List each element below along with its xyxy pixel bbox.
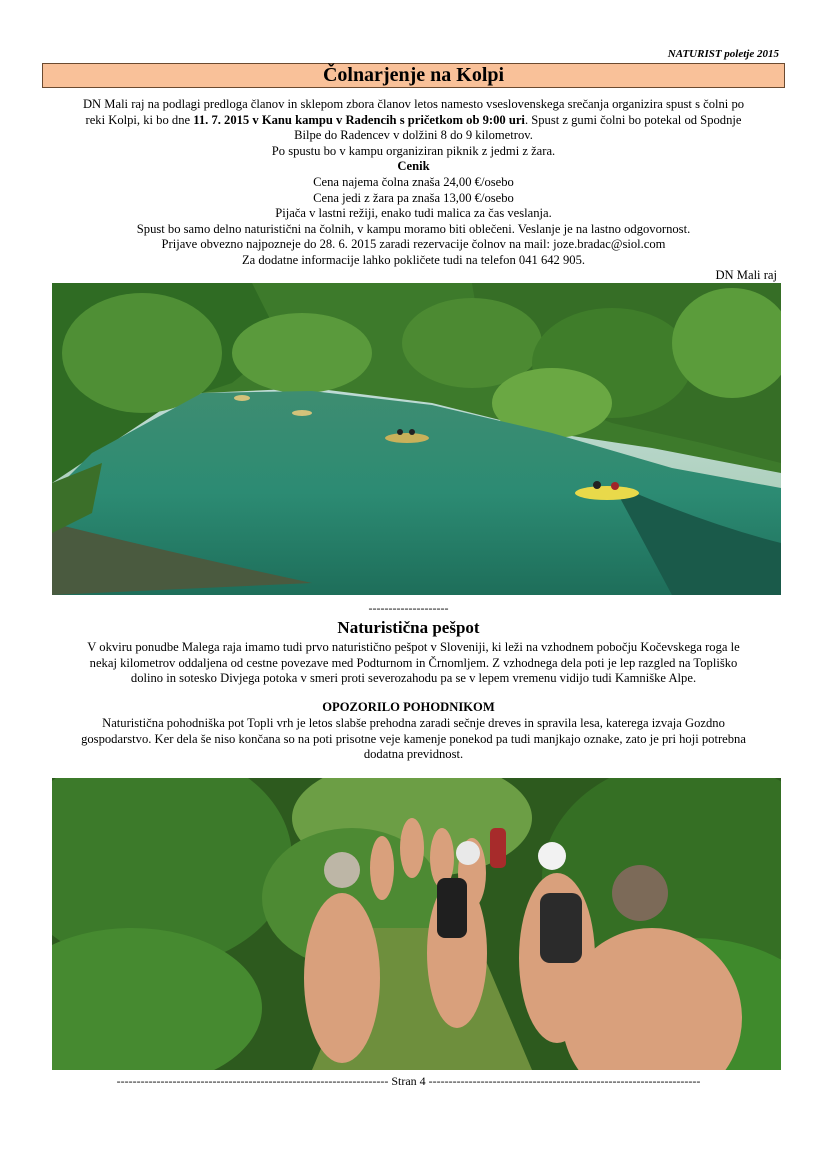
footer-dashes-left: --------------------------------------------------------------------	[116, 1074, 389, 1088]
warning-text	[48, 716, 779, 763]
river-kayaking-photo	[52, 283, 781, 595]
forest-hiking-photo	[52, 778, 781, 1070]
body-line: dodatna previdnost.	[363, 747, 464, 762]
issue-header: NATURIST poletje 2015	[667, 48, 779, 60]
article-body	[48, 97, 779, 269]
body-line: nekaj kilometrov oddaljena od cestne povezave med Podturnom in Črnomljem. Z vzhodnega dela poti je lep razgled na Topliško	[89, 655, 738, 670]
article-title: Čolnarjenje na Kolpi	[322, 64, 505, 86]
page-number: Stran 4	[391, 1074, 426, 1088]
page-footer	[0, 1074, 817, 1089]
trail-description	[48, 640, 779, 687]
price-heading: Cenik	[397, 159, 430, 174]
event-date-location: 11. 7. 2015 v Kanu kampu v Radencih s pričetkom ob 9:00 uri	[193, 112, 525, 127]
price-boat: Cena najema čolna znaša 24,00 €/osebo	[313, 174, 514, 189]
body-line: Naturistična pohodniška pot Topli vrh je letos slabše prehodna zaradi sečnje dreves in spravila lesa, katerega izvaja Gozdno	[102, 716, 725, 730]
footer-dashes-right: --------------------------------------------------------------------	[428, 1074, 701, 1088]
warning-title: OPOZORILO POHODNIKOM	[322, 700, 495, 714]
body-line: Po spustu bo v kampu organiziran piknik z jedmi z žara.	[271, 143, 556, 158]
body-line: dolino in sotesko Divjega potoka v smeri proti severozahodu pa se v lepem vremenu vidijo tudi Kamniške Alpe.	[130, 671, 697, 686]
section-separator: --------------------	[368, 601, 449, 615]
body-line-event	[48, 113, 779, 129]
event-post: . Spust z gumi čolni bo potekal od Spodnje	[524, 112, 742, 127]
registration-line: Prijave obvezno najpozneje do 28. 6. 2015 zaradi rezervacije čolnov na mail: joze.bradac@siol.com	[161, 237, 666, 252]
article-title-bar	[42, 63, 785, 88]
signature: DN Mali raj	[715, 268, 777, 282]
price-food: Cena jedi z žara pa znaša 13,00 €/osebo	[313, 190, 514, 205]
body-line: Bilpe do Radencev v dolžini 8 do 9 kilometrov.	[294, 128, 533, 143]
body-line: DN Mali raj na podlagi predloga članov in sklepom zbora članov letos namesto vseslovenskega srečanja organizira spust s čolni po	[82, 97, 745, 111]
event-pre: reki Kolpi, ki bo dne	[85, 112, 194, 127]
body-line: V okviru ponudbe Malega raja imamo tudi prvo naturistično pešpot v Sloveniji, ki leži na vzhodnem pobočju Kočevskega roga le	[87, 640, 740, 654]
body-line: Pijača v lastni režiji, enako tudi malica za čas veslanja.	[275, 206, 552, 221]
body-line: gospodarstvo. Ker dela še niso končana so na poti prisotne veje kamenje ponekod pa tudi manjkajo oznake, zato je pri hoji potrebna	[81, 731, 746, 746]
body-line: Spust bo samo delno naturistični na čolnih, v kampu moramo biti oblečeni. Veslanje je na lastno odgovornost.	[136, 221, 691, 236]
section-title: Naturistična pešpot	[337, 618, 480, 637]
contact-line: Za dodatne informacije lahko pokličete tudi na telefon 041 642 905.	[241, 252, 586, 267]
